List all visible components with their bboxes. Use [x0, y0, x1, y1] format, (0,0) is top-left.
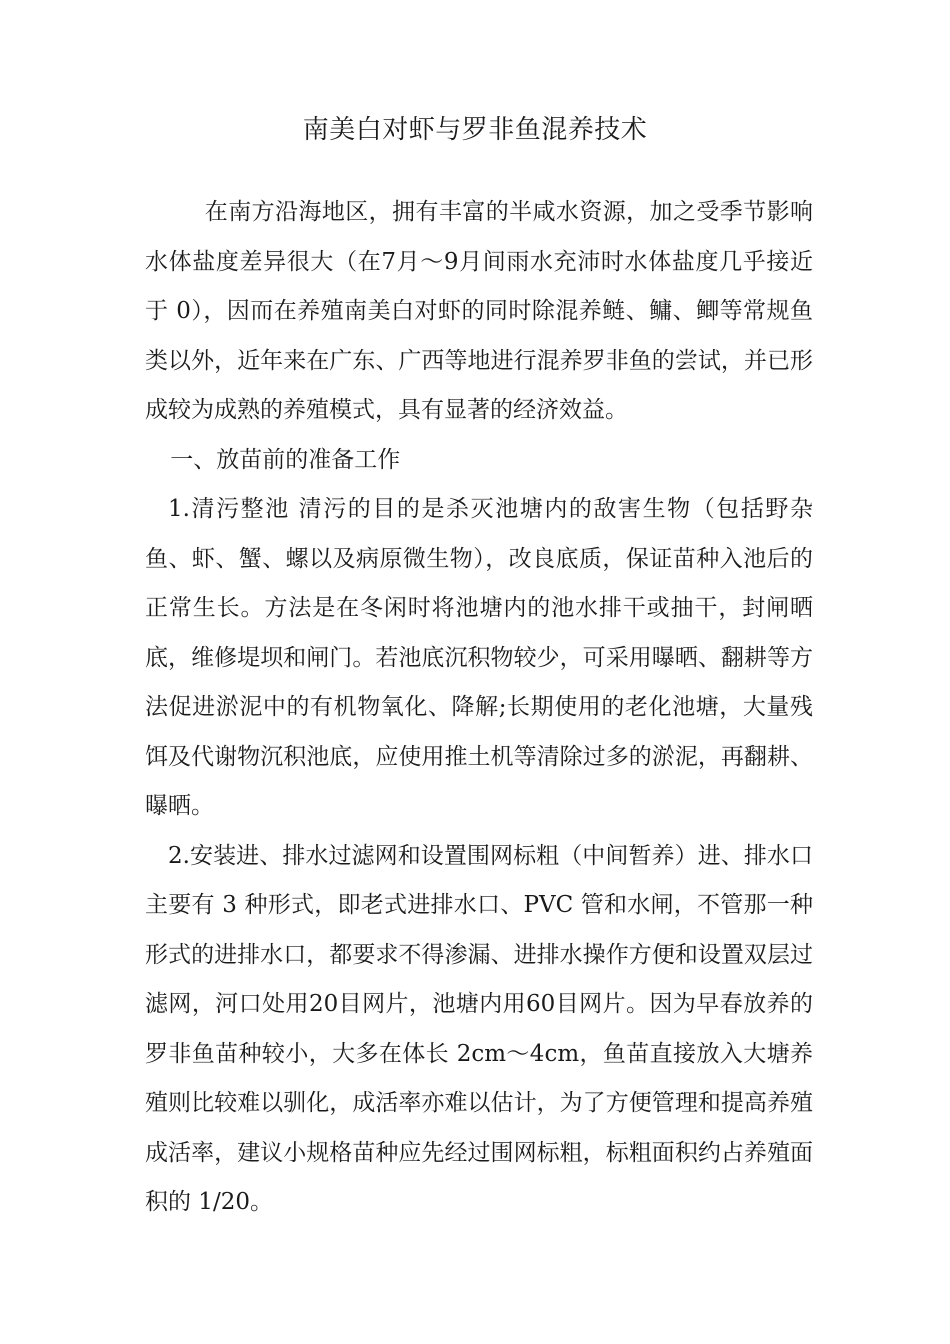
- intro-paragraph: 在南方沿海地区，拥有丰富的半咸水资源，加之受季节影响水体盐度差异很大（在7月～9月间雨水充沛时水体盐度几乎接近于 0），因而在养殖南美白对虾的同时除混养鲢、鳙、鲫等常规鱼类以外，近年来在广东、广西等地进行混养罗非鱼的尝试，并已形成较为成熟的养殖模式，具有显著的经济效益。: [145, 199, 813, 423]
- paragraph-filter-nets: 2.安装进、排水过滤网和设置围网标粗（中间暂养）进、排水口主要有 3 种形式，即老式进排水口、PVC 管和水闸，不管那一种形式的进排水口，都要求不得渗漏、进排水操作方便和设置双层过滤网，河口处用20目网片，池塘内用60目网片。因为早春放养的罗非鱼苗种较小，大多在体长 2cm～4cm，鱼苗直接放入大塘养殖则比较难以驯化，成活率亦难以估计，为了方便管理和提高养殖成活率，建议小规格苗种应先经过围网标粗，标粗面积约占养殖面积的 1/20。: [145, 842, 813, 1215]
- document-body: [145, 188, 813, 1228]
- paragraph-cleaning: 1.清污整池 清污的目的是杀灭池塘内的敌害生物（包括野杂鱼、虾、蟹、螺以及病原微生物），改良底质，保证苗种入池后的正常生长。方法是在冬闲时将池塘内的池水排干或抽干，封闸晒底，维修堤坝和闸门。若池底沉积物较少，可采用曝晒、翻耕等方法促进淤泥中的有机物氧化、降解;长期使用的老化池塘，大量残饵及代谢物沉积池底，应使用推土机等清除过多的淤泥，再翻耕、曝晒。: [145, 496, 813, 819]
- page-title: 南美白对虾与罗非鱼混养技术: [302, 115, 648, 145]
- section-heading: 一、放苗前的准备工作: [170, 446, 401, 473]
